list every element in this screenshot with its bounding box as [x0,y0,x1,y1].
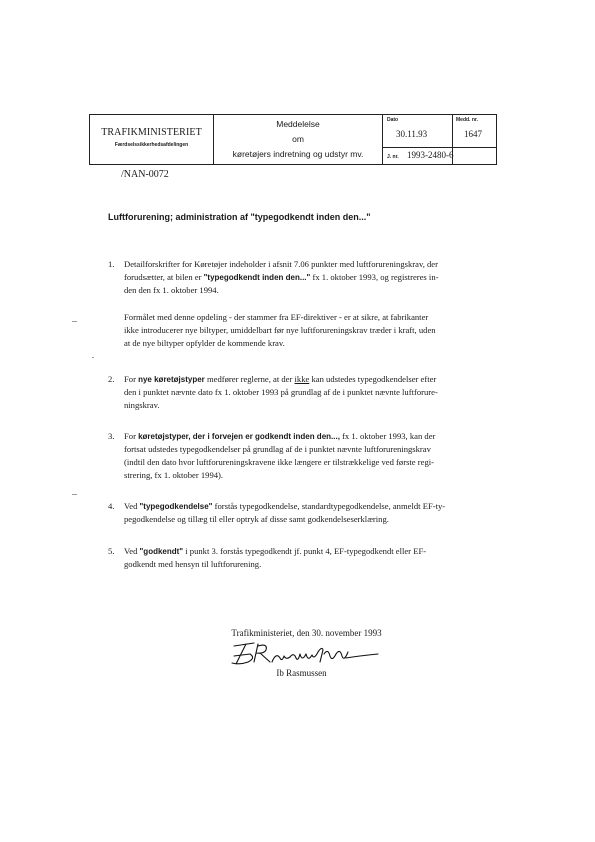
item-5-text [124,545,494,571]
date-value: 30.11.93 [396,129,428,139]
text-line: (indtil den dato hvor luftforureningskravene ikke længere er tilstrækkelige ved første regi- [124,457,434,467]
text-span: medfører reglerne, at der [204,374,295,384]
journal-label: J. nr. [387,154,399,160]
journal-row [383,147,496,160]
text-span: Ved [124,501,140,511]
handwritten-signature [228,640,388,670]
place-and-date: Trafikministeriet, den 30. november 1993 [231,628,382,638]
item-number: 5. [108,546,115,556]
reference-code: /NAN-0072 [121,169,169,180]
margin-mark [92,357,94,358]
bold-term: "godkendt" [139,547,184,556]
journal-value: 1993-2480-6 [407,150,454,160]
bold-term: "typegodkendt inden den..." [203,273,311,282]
number-cell [452,115,497,164]
ministry-name: TRAFIKMINISTERIET [101,127,202,138]
item-number: 2. [108,374,115,384]
item-3-text [124,430,494,482]
text-line: ningskrav. [124,400,160,410]
signer-name: Ib Rasmussen [276,668,327,678]
text-line [124,430,494,443]
item-4-text [124,500,494,526]
subject-line-3: køretøjers indretning og udstyr mv. [232,149,364,159]
item-1-extra [124,311,494,350]
text-span: Ved [124,546,140,556]
text-span: forstås typegodkendelse, standardtypegodkendelse, anmeldt EF-ty- [212,501,446,511]
text-span: forudsætter, at bilen er [124,272,202,282]
number-value: 1647 [464,129,482,139]
text-span: fx 1. oktober 1993, kan der [339,431,436,441]
text-line: pegodkendelse og tillæg til eller optryk af disse samt godkendelseserklæring. [124,514,389,524]
text-line: strering, fx 1. oktober 1994). [124,470,224,480]
subject-cell [214,115,383,164]
margin-mark [72,494,77,495]
text-line [124,373,494,386]
text-line: fortsat udstedes typegodkendelser på grundlag af de i punktet nævnte luftforureningskrav [124,444,431,454]
subject-line-2: om [292,134,304,144]
department-name: Færdselssikkerhedsafdelingen [114,142,189,148]
text-line: ikke introducerer nye biltyper, umiddelbart før nye luftforureningskrav træder i kraft, uden [124,325,436,335]
item-number: 3. [108,431,115,441]
text-line [124,500,494,513]
ministry-cell [90,115,214,164]
text-line: den i punktet nævnte dato fx 1. oktober 1993 på grundlag af de i punktet nævnte luftforure- [124,387,438,397]
text-line: godkendt med hensyn til luftforurening. [124,559,262,569]
underlined-term: ikke [294,374,310,384]
text-span: For [124,431,139,441]
item-2-text [124,373,494,412]
text-line: Detailforskrifter for Køretøjer indeholder i afsnit 7.06 punkter med luftforureningskrav, der [124,259,438,269]
text-line: den den fx 1. oktober 1994. [124,285,219,295]
text-line: Formålet med denne opdeling - der stammer fra EF-direktiver - er at sikre, at fabrikanter [124,312,429,322]
text-line: at de nye biltyper opfylder de kommende krav. [124,338,285,348]
margin-mark [72,321,77,322]
text-span: i punkt 3. forstås typegodkendt jf. punkt 4, EF-typegodkendt eller EF- [183,546,427,556]
subject-line-1: Meddelelse [276,119,320,129]
text-span: For [124,374,139,384]
bold-term: "typegodkendelse" [139,502,213,511]
item-1-text [124,258,494,297]
text-span: fx 1. oktober 1993, og registreres in- [310,272,439,282]
date-label: Dato [387,117,399,123]
item-number: 1. [108,259,115,269]
text-span: kan udstedes typegodkendelser efter [309,374,437,384]
bold-term: køretøjstyper, der i forvejen er godkendt inden den..., [138,432,340,441]
number-label: Medd. nr. [456,117,478,123]
bold-term: nye køretøjstyper [138,375,205,384]
document-title: Luftforurening; administration af "typegodkendt inden den..." [108,212,371,222]
text-line [124,271,494,284]
header-box [89,114,497,165]
item-number: 4. [108,501,115,511]
text-line [124,545,494,558]
